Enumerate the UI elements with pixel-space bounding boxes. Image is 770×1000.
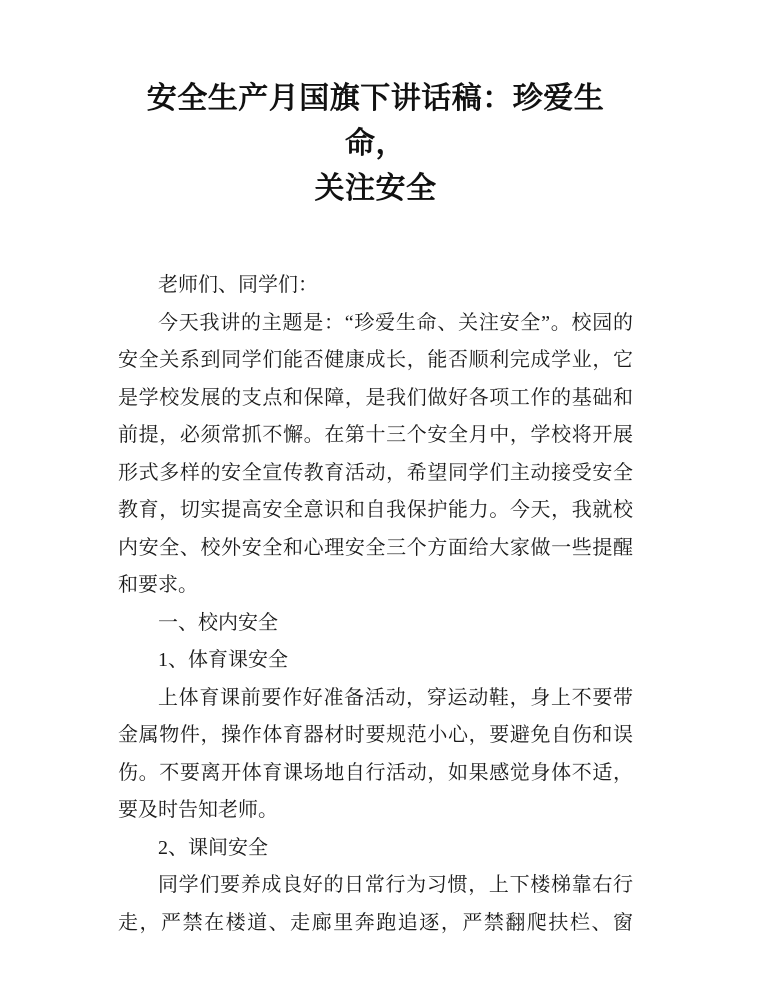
text-line: 和要求。 [118,574,198,596]
document-body [118,267,633,942]
text-line: 内安全、校外安全和心理安全三个方面给大家做一些提醒 [118,536,633,559]
text-line: 同学们要养成良好的日常行为习惯，上下楼梯靠右行 [158,874,633,896]
text-line: 安全关系到同学们能否健康成长，能否顺利完成学业，它 [118,349,633,371]
text-line: 要及时告知老师。 [118,799,278,821]
text-line: 老师们、同学们： [158,274,318,296]
text-line: 金属物件，操作体育器材时要规范小心，要避免自伤和误 [118,724,633,746]
text-line: 是学校发展的支点和保障，是我们做好各项工作的基础和 [118,386,633,409]
document-title [118,76,633,211]
title-line-1: 安全生产月国旗下讲话稿：珍爱生命， [146,82,605,160]
text-line: 形式多样的安全宣传教育活动，希望同学们主动接受安全 [118,461,633,484]
text-line: 伤。不要离开体育课场地自行活动，如果感觉身体不适， [118,761,633,784]
text-line: 2、课间安全 [158,836,268,859]
text-line: 1、体育课安全 [158,649,288,671]
text-line: 教育，切实提高安全意识和自我保护能力。今天，我就校 [118,499,633,521]
text-line: 走，严禁在楼道、走廊里奔跑追逐，严禁翻爬扶栏、窗 [118,911,633,934]
text-line: 前提，必须常抓不懈。在第十三个安全月中，学校将开展 [118,424,633,446]
text-line: 上体育课前要作好准备活动，穿运动鞋，身上不要带 [158,686,633,709]
text-line: 一、校内安全 [158,611,278,634]
text-line: 今天我讲的主题是：“珍爱生命、关注安全”。校园的 [158,311,633,334]
title-line-2: 关注安全 [314,172,437,205]
